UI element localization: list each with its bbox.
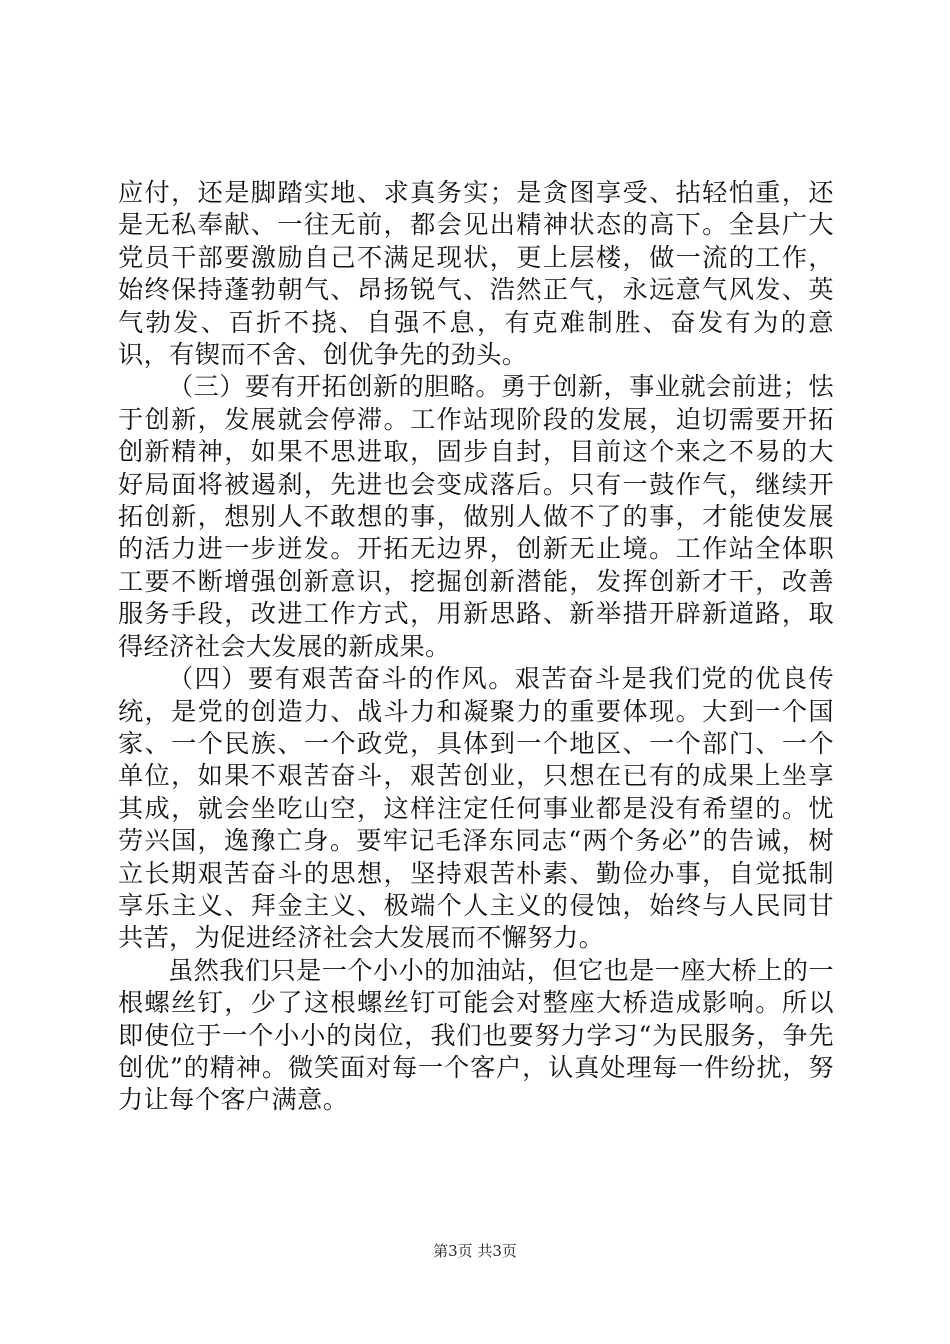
document-body — [118, 177, 834, 1117]
paragraph-innovation: （三）要有开拓创新的胆略。勇于创新，事业就会前进；怯于创新，发展就会停滞。工作站现阶段的发展，迫切需要开拓创新精神，如果不思进取，固步自封，目前这个来之不易的大好局面将被遏刹，先进也会变成落后。只有一鼓作气，继续开拓创新，想别人不敢想的事，做别人做不了的事，才能使发展的活力进一步迸发。开拓无边界，创新无止境。工作站全体职工要不断增强创新意识，挖掘创新潜能，发挥创新才干，改善服务手段，改进工作方式，用新思路、新举措开辟新道路，取得经济社会大发展的新成果。 — [118, 372, 834, 661]
paragraph-continuation: 应付，还是脚踏实地、求真务实；是贪图享受、拈轻怕重，还是无私奉献、一往无前，都会见出精神状态的高下。全县广大党员干部要激励自己不满足现状，更上层楼，做一流的工作，始终保持蓬勃朝气、昂扬锐气、浩然正气，永远意气风发、英气勃发、百折不挠、自强不息，有克难制胜、奋发有为的意识，有锲而不舍、创优争先的劲头。 — [118, 178, 834, 370]
paragraph-conclusion: 虽然我们只是一个小小的加油站，但它也是一座大桥上的一根螺丝钉，少了这根螺丝钉可能会对整座大桥造成影响。所以即使位于一个小小的岗位，我们也要努力学习“为民服务，争先创优”的精神。微笑面对每一个客户，认真处理每一件纷扰，努力让每个客户满意。 — [118, 955, 834, 1115]
paragraph-hard-work: （四）要有艰苦奋斗的作风。艰苦奋斗是我们党的优良传统，是党的创造力、战斗力和凝聚力的重要体现。大到一个国家、一个民族、一个政党，具体到一个地区、一个部门、一个单位，如果不艰苦奋斗，艰苦创业，只想在已有的成果上坐享其成，就会坐吃山空，这样注定任何事业都是没有希望的。忧劳兴国，逸豫亡身。要牢记毛泽东同志“两个务必”的告诫，树立长期艰苦奋斗的思想，坚持艰苦朴素、勤俭办事，自觉抵制享乐主义、拜金主义、极端个人主义的侵蚀，始终与人民同甘共苦，为促进经济社会大发展而不懈努力。 — [118, 664, 834, 953]
page-footer: 第3页 共3页 — [433, 1242, 517, 1260]
